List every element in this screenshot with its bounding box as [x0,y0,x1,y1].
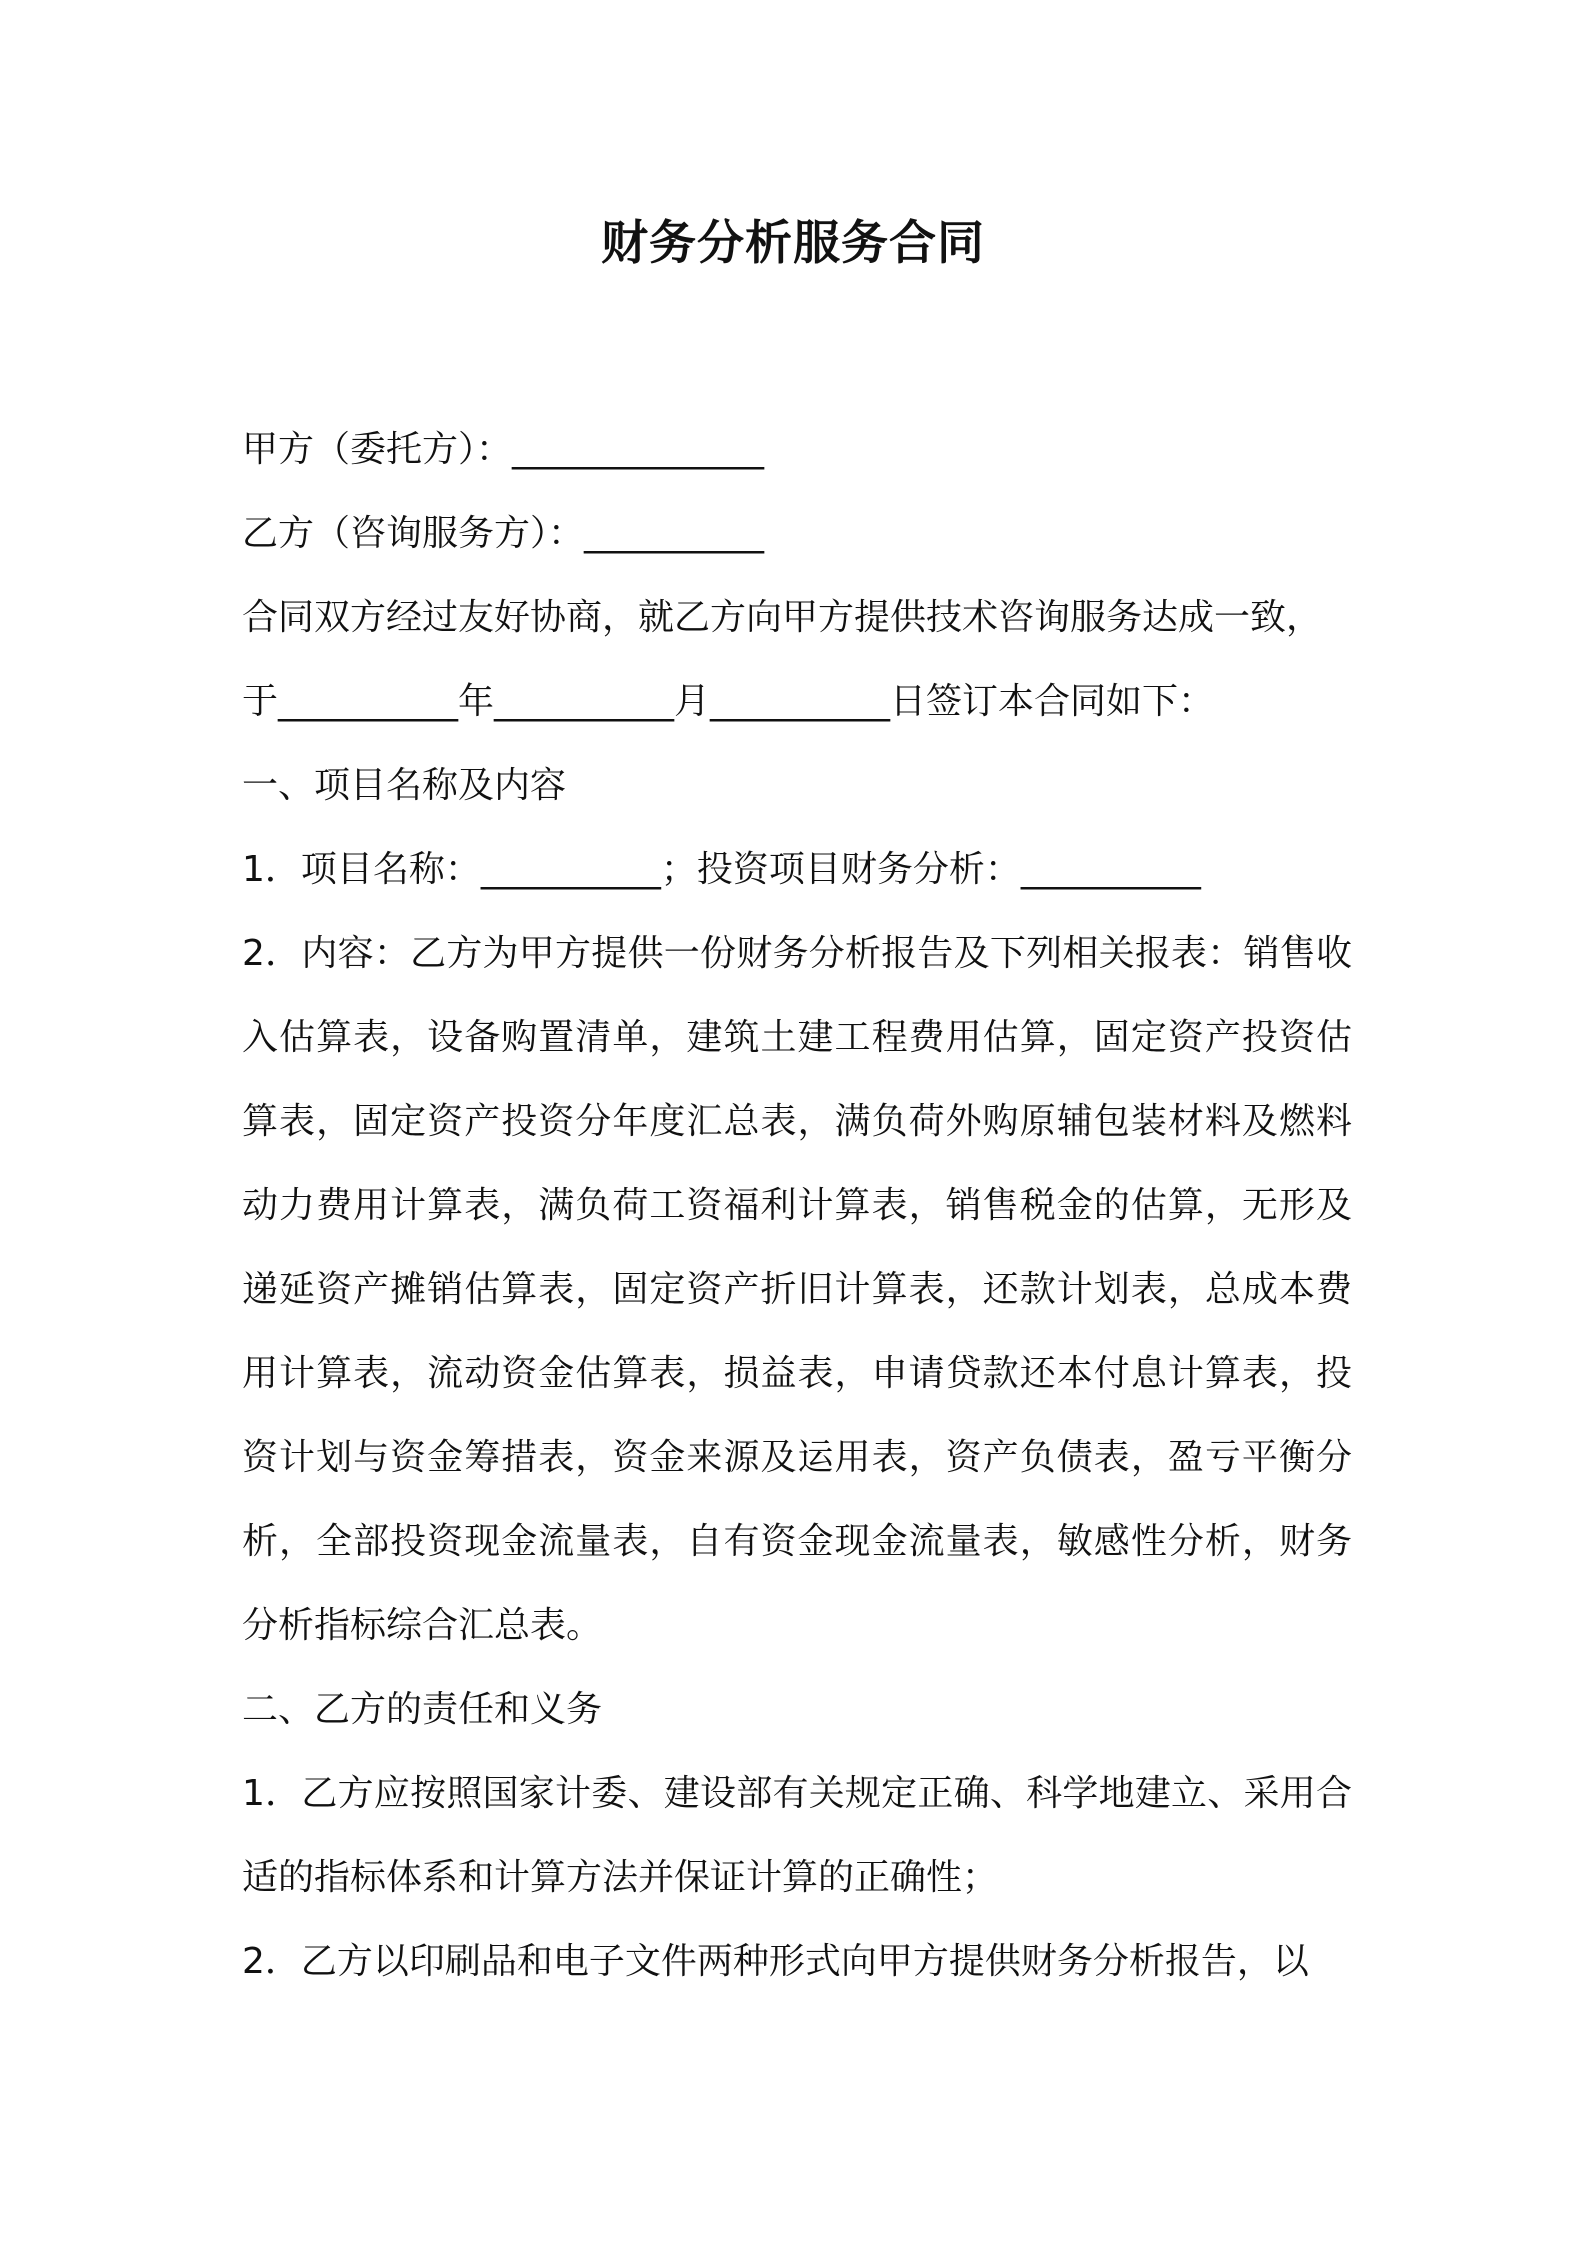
section-1-heading: 一、项目名称及内容 [242,765,567,806]
document-body [242,408,1352,2004]
item-1-middle: ；投资项目财务分析： [660,849,1021,890]
month-label: 月 [674,681,711,722]
section-2-item-1: 1．乙方应按照国家计委、建设部有关规定正确、科学地建立、采用合适的指标体系和计算方法并保证计算的正确性； [242,1773,1352,1898]
item-1-label: 1．项目名称： [242,849,481,890]
document-title: 财务分析服务合同 [601,216,985,271]
party-b-line [242,492,1352,576]
section-1-item-2: 2．内容：乙方为甲方提供一份财务分析报告及下列相关报表：销售收入估算表，设备购置清单，建筑土建工程费用估算，固定资产投资估算表，固定资产投资分年度汇总表，满负荷外购原辅包装材料及燃料动力费用计算表，满负荷工资福利计算表，销售税金的估算，无形及递延资产摊销估算表，固定资产折旧计算表，还款计划表，总成本费用计算表，流动资金估算表，损益表，申请贷款还本付息计算表，投资计划与资金筹措表，资金来源及运用表，资产负债表，盈亏平衡分析，全部投资现金流量表，自有资金现金流量表，敏感性分析，财务分析指标综合汇总表。 [242,933,1352,1646]
party-a-label: 甲方（委托方）： [242,429,513,470]
year-label: 年 [458,681,495,722]
project-name-blank: __________ [480,849,661,890]
day-suffix: 日签订本合同如下： [890,681,1215,722]
preamble-line: 合同双方经过友好协商，就乙方向甲方提供技术咨询服务达成一致， [242,597,1323,638]
day-blank: __________ [710,681,891,722]
month-blank: __________ [494,681,675,722]
party-a-blank: ______________ [512,429,765,470]
section-2-heading: 二、乙方的责任和义务 [242,1689,603,1730]
date-prefix: 于 [242,681,279,722]
party-a-line [242,408,1352,492]
party-b-blank: __________ [584,513,765,554]
signing-date-line [242,660,1352,744]
year-blank: __________ [278,681,459,722]
section-1-item-1 [242,828,1352,912]
party-b-label: 乙方（咨询服务方）： [242,513,585,554]
section-2-item-2: 2．乙方以印刷品和电子文件两种形式向甲方提供财务分析报告，以 [242,1941,1309,1982]
financial-analysis-blank: __________ [1020,849,1201,890]
